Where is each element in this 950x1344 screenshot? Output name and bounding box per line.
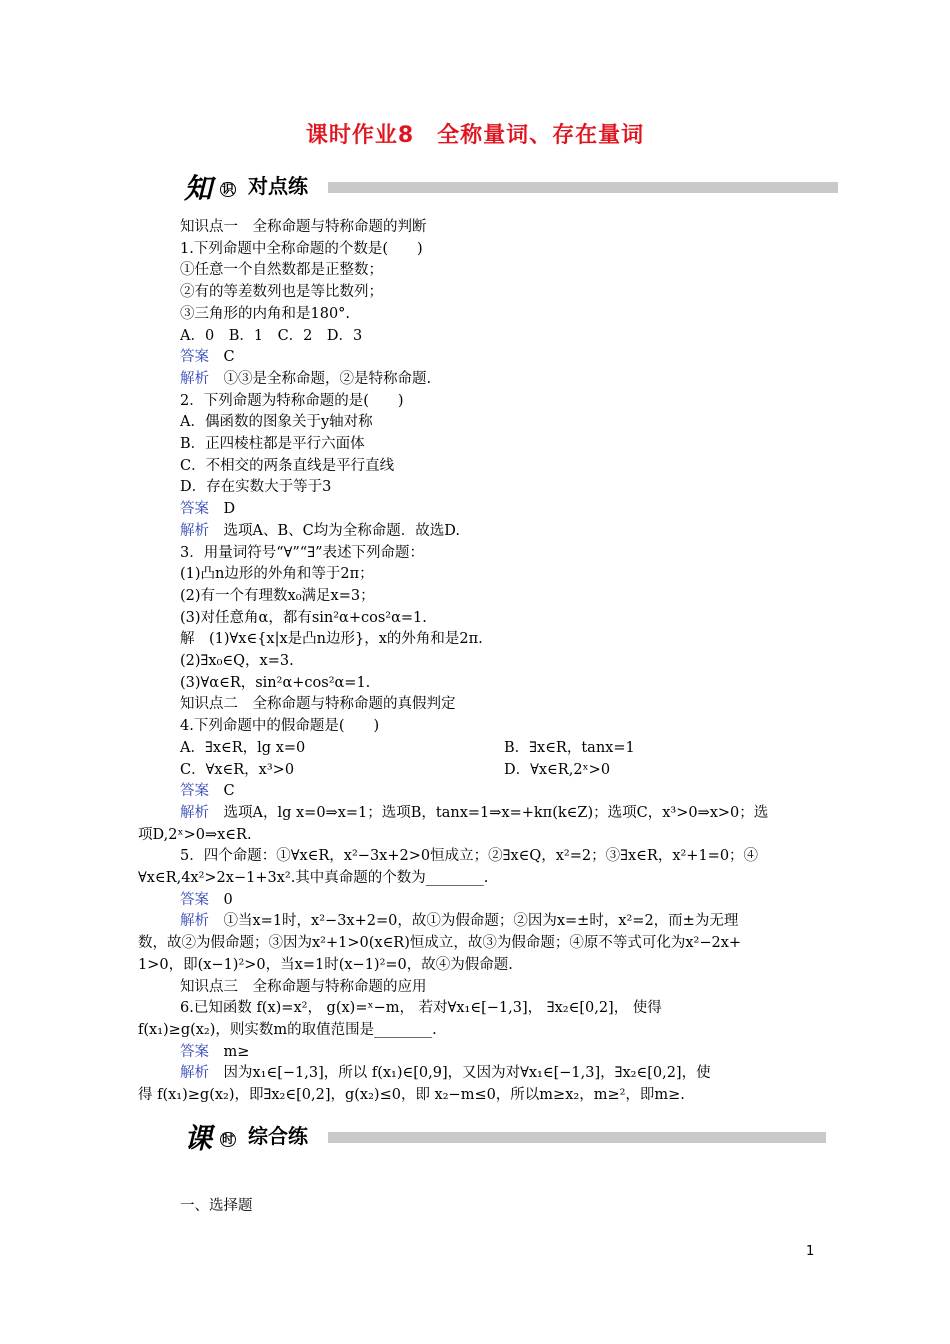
text-line [138, 955, 513, 975]
line-text: (1)凸n边形的外角和等于2π； [180, 566, 374, 583]
text-line [180, 456, 394, 476]
line-text: 0 [209, 891, 233, 908]
line-keyword: 答案 [180, 1043, 209, 1060]
line-text: 选项A，lg x=0⇒x=1；选项B，tanx=1⇒x=+kπ(k∈Z)；选项C，x³>0⇒x>0；选 [209, 804, 769, 821]
line-text: A．∃x∈R，lg x=0 [180, 739, 306, 756]
line-text: 因为x₁∈[−1,3]，所以 f(x₁)∈[0,9]，又因为对∀x₁∈[−1,3]，∃x₂∈[0,2]，使 [209, 1065, 711, 1082]
line-keyword: 解析 [180, 913, 209, 930]
banner-label: 综合练 [248, 1124, 308, 1148]
line-text: C [209, 783, 235, 800]
text-line [180, 586, 375, 606]
line-text: m≥ [209, 1043, 250, 1060]
answer-line [180, 347, 235, 367]
line-text: 1.下列命题中全称命题的个数是( ) [180, 240, 423, 257]
text-line [180, 738, 635, 758]
line-text: ③三角形的内角和是180°. [180, 305, 351, 322]
line-keyword: 答案 [180, 501, 209, 518]
page-number: 1 [806, 1244, 815, 1259]
line-keyword: 解析 [180, 804, 209, 821]
line-text: A．0 B．1 C．2 D．3 [180, 327, 363, 344]
text-line [180, 304, 350, 324]
banner-glyph-small: 时 [222, 1132, 235, 1146]
line-text: 知识点一 全称命题与特称命题的判断 [180, 219, 427, 235]
line-text: 2．下列命题为特称命题的是( ) [180, 392, 404, 409]
text-line [180, 543, 424, 563]
answer-line [180, 1042, 249, 1062]
text-line [180, 239, 423, 259]
banner-bar [328, 182, 838, 193]
text-line [138, 868, 488, 888]
text-line [138, 825, 252, 845]
line-text-right: B．∃x∈R，tanx=1 [504, 739, 635, 756]
answer-line [180, 890, 233, 910]
line-text: D [209, 501, 236, 518]
line-text: 知识点二 全称命题与特称命题的真假判定 [180, 696, 456, 713]
analysis-line [180, 521, 460, 541]
text-line [180, 651, 294, 671]
text-line [180, 564, 374, 584]
answer-line [180, 781, 235, 801]
section-banner-comprehensive [180, 1120, 826, 1156]
line-text: 项D,2ˣ>0⇒x∈R. [138, 826, 252, 843]
text-line [180, 260, 383, 280]
line-text: ②有的等差数列也是等比数列； [180, 284, 383, 301]
line-text: B．正四棱柱都是平行六面体 [180, 436, 365, 452]
answer-line [180, 499, 235, 519]
line-text: 4.下列命题中的假命题是( ) [180, 718, 380, 735]
line-text: 解 (1)∀x∈{x|x是凸n边形}，x的外角和是2π. [180, 631, 483, 648]
line-keyword: 解析 [180, 522, 209, 539]
line-text-right: D．∀x∈R,2ˣ>0 [504, 761, 611, 778]
analysis-line [180, 1063, 711, 1083]
banner-label: 对点练 [248, 174, 308, 198]
text-line [180, 282, 383, 302]
text-line [180, 629, 483, 649]
line-text: 数，故②为假命题；③因为x²+1>0(x∈R)恒成立，故③为假命题；④原不等式可化为x²−2x+ [138, 935, 742, 952]
line-text: 5．四个命题：①∀x∈R，x²−3x+2>0恒成立；②∃x∈Q，x²=2；③∃x∈R，x²+1=0；④ [180, 848, 759, 865]
text-line [180, 998, 662, 1018]
text-line [138, 1020, 437, 1040]
line-text: ∀x∈R,4x²>2x−1+3x².其中真命题的个数为________. [138, 870, 489, 886]
line-keyword: 解析 [180, 370, 209, 387]
line-text: 选项A、B、C均为全称命题．故选D. [209, 522, 460, 539]
banner-glyph-big: 知 [184, 172, 211, 205]
text-line [180, 846, 758, 866]
text-line [180, 412, 373, 432]
line-text: ①任意一个自然数都是正整数； [180, 262, 383, 279]
section-heading: 一、选择题 [180, 1198, 253, 1214]
banner-bar [328, 1132, 826, 1143]
line-text: C．∀x∈R，x³>0 [180, 761, 295, 778]
line-text: D．存在实数大于等于3 [180, 479, 332, 496]
line-text: (2)有一个有理数x₀满足x=3； [180, 587, 375, 604]
text-line [180, 391, 404, 411]
text-line [180, 694, 456, 714]
section-banner-practice [180, 170, 838, 206]
line-keyword: 解析 [180, 1065, 209, 1082]
text-line [180, 217, 427, 237]
line-text: 1>0，即(x−1)²>0，当x=1时(x−1)²=0，故④为假命题. [138, 956, 513, 973]
line-text: ①③是全称命题，②是特称命题. [209, 370, 432, 387]
text-line [138, 933, 741, 953]
line-text: (3)∀α∈R，sin²α+cos²α=1. [180, 674, 371, 691]
line-text: C [209, 349, 235, 366]
line-text: 3．用量词符号“∀”“∃”表述下列命题： [180, 544, 424, 561]
line-keyword: 答案 [180, 891, 209, 908]
text-line [180, 434, 365, 454]
line-keyword: 答案 [180, 783, 209, 800]
text-line [180, 326, 362, 346]
line-text: C．不相交的两条直线是平行直线 [180, 457, 395, 474]
line-text: (3)对任意角α，都有sin²α+cos²α=1. [180, 609, 427, 626]
line-keyword: 答案 [180, 349, 209, 366]
text-line [180, 716, 379, 736]
text-line [180, 608, 427, 628]
line-text: ①当x=1时，x²−3x+2=0，故①为假命题；②因为x=±时，x²=2，而±为无理 [209, 913, 739, 930]
text-line [180, 760, 611, 780]
line-text: f(x₁)≥g(x₂)，则实数m的取值范围是________. [138, 1021, 437, 1038]
text-line [180, 673, 370, 693]
banner-glyph-small: 识 [222, 182, 235, 196]
page-title: 课时作业8 全称量词、存在量词 [305, 123, 645, 148]
line-text: 6.已知函数 f(x)=x²， g(x)=ˣ−m， 若对∀x₁∈[−1,3]， ∃x₂∈[0,2]， 使得 [180, 1000, 662, 1017]
analysis-line [180, 911, 738, 931]
line-text: 得 f(x₁)≥g(x₂)，即∃x₂∈[0,2]，g(x₂)≤0，即 x₂−m≤0，所以m≥x₂，m≥²，即m≥. [138, 1087, 685, 1103]
analysis-line [180, 803, 768, 823]
text-line [138, 1085, 685, 1105]
text-line [180, 977, 427, 997]
banner-glyph-big: 课 [184, 1122, 211, 1155]
line-text: (2)∃x₀∈Q，x=3. [180, 653, 294, 669]
analysis-line [180, 369, 431, 389]
text-line [180, 477, 331, 497]
line-text: 知识点三 全称命题与特称命题的应用 [180, 978, 427, 995]
line-text: A．偶函数的图象关于y轴对称 [180, 414, 373, 431]
